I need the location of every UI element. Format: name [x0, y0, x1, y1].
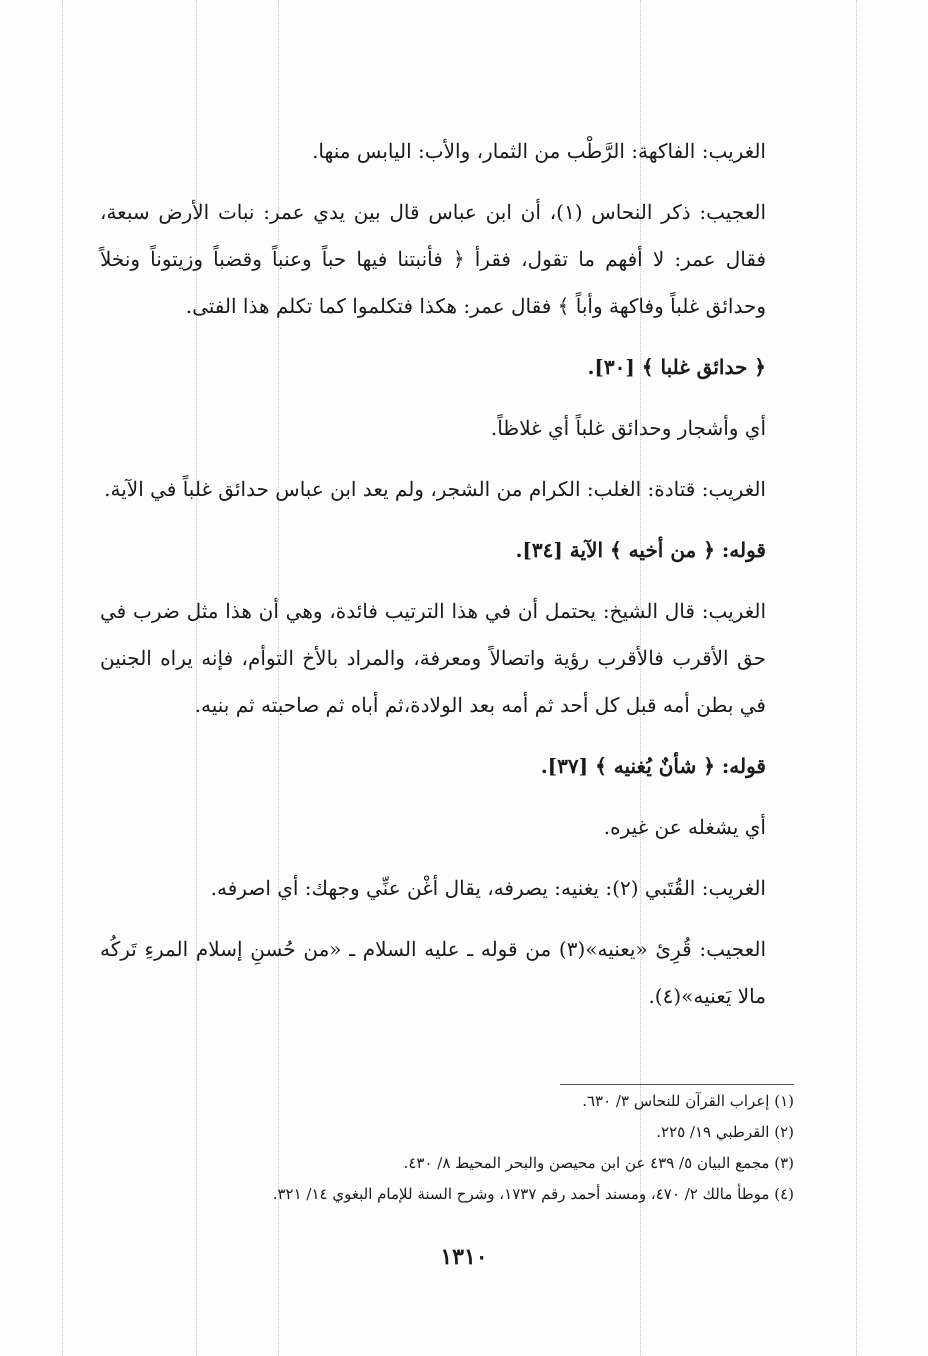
verse-heading: ﴿ حدائق غلبا ﴾ [٣٠]. [587, 355, 766, 379]
scan-artifact-line [62, 0, 63, 1356]
paragraph: الغريب: قال الشيخ: يحتمل أن في هذا الترتيب فائدة، وهي أن هذا مثل ضرب في حق الأقرب فالأقرب رؤية واتصالاً ومعرفة، والمراد بالأخ التوأم، فإنه يراه الجنين في بطن أمه قبل كل أحد ثم أمه بعد الولادة،ثم أباه ثم صاحبته ثم بنيه. [100, 599, 767, 717]
footnote: (١) إعراب القرآن للنحاس ٣/ ٦٣٠. [582, 1092, 794, 1110]
footnote: (٣) مجمع البيان ٥/ ٤٣٩ عن ابن محيصن والبحر المحيط ٨/ ٤٣٠. [403, 1154, 794, 1172]
paragraph: أي وأشجار وحدائق غلباً أي غلاظاً. [490, 416, 766, 440]
footnote: (٤) موطأ مالك ٢/ ٤٧٠، ومسند أحمد رقم ١٧٣٧، وشرح السنة للإمام البغوي ١٤/ ٣٢١. [272, 1185, 794, 1203]
paragraph: العجيب: ذكر النحاس (١)، أن ابن عباس قال بين يدي عمر: نبات الأرض سبعة، فقال عمر: لا أفهم ما تقول، فقرأ ﴿ فأنبتنا فيها حباً وعنباً وقضباً وزيتوناً ونخلاً وحدائق غلباً وفاكهة وأباً ﴾ فقال عمر: هكذا فتكلموا كما تكلم هذا الفتى. [100, 200, 767, 318]
paragraph: أي يشغله عن غيره. [603, 815, 766, 839]
footnote-divider [560, 1084, 794, 1085]
verse-heading: قوله: ﴿ شأنٌ يُغنيه ﴾ [٣٧]. [540, 754, 766, 778]
footnote: (٢) القرطبي ١٩/ ٢٢٥. [656, 1123, 794, 1141]
page-number: ١٣١٠ [440, 1244, 488, 1270]
paragraph: الغريب: الفاكهة: الرَّطْب من الثمار، والأب: اليابس منها. [312, 139, 766, 163]
paragraph: العجيب: قُرِئ «يعنيه»(٣) من قوله ـ عليه السلام ـ «من حُسنِ إسلام المرءِ تَركُه مالا يَعنيه»(٤). [100, 937, 767, 1008]
footnotes [150, 1086, 794, 1210]
main-text [100, 128, 794, 1034]
paragraph: الغريب: قتادة: الغلب: الكرام من الشجر، ولم يعد ابن عباس حدائق غلباً في الآية. [104, 477, 766, 501]
scan-artifact-line [856, 0, 857, 1356]
verse-heading: قوله: ﴿ من أخيه ﴾ الآية [٣٤]. [515, 538, 766, 562]
paragraph: الغريب: القُتَبي (٢): يغنيه: يصرفه، يقال أغْن عنِّي وجهك: أي اصرفه. [210, 876, 766, 900]
